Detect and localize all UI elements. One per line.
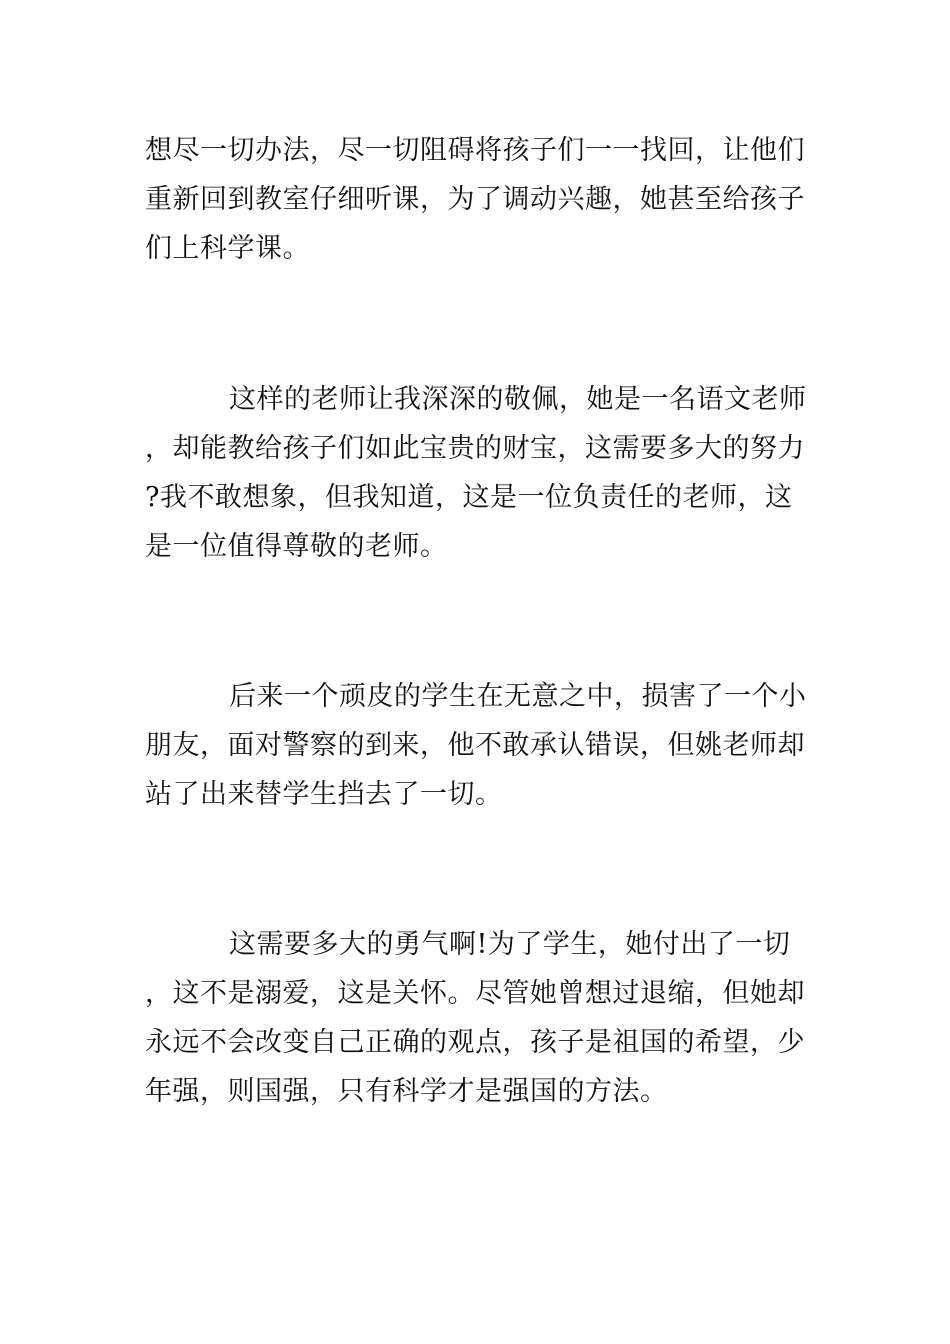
paragraph-2: 这样的老师让我深深的敬佩，她是一名语文老师，却能教给孩子们如此宝贵的财宝，这需要多大的努力?我不敢想象，但我知道，这是一位负责任的老师，这是一位值得尊敬的老师。 [145, 384, 807, 562]
paragraph-3: 后来一个顽皮的学生在无意之中，损害了一个小朋友，面对警察的到来，他不敢承认错误，但姚老师却站了出来替学生挡去了一切。 [145, 681, 807, 810]
paragraph-4: 这需要多大的勇气啊!为了学生，她付出了一切，这不是溺爱，这是关怀。尽管她曾想过退缩，但她却永远不会改变自己正确的观点，孩子是祖国的希望，少年强，则国强，只有科学才是强国的方法。 [145, 929, 805, 1107]
paragraph-1: 想尽一切办法，尽一切阻碍将孩子们一一找回，让他们重新回到教室仔细听课，为了调动兴趣，她甚至给孩子们上科学课。 [145, 135, 805, 264]
